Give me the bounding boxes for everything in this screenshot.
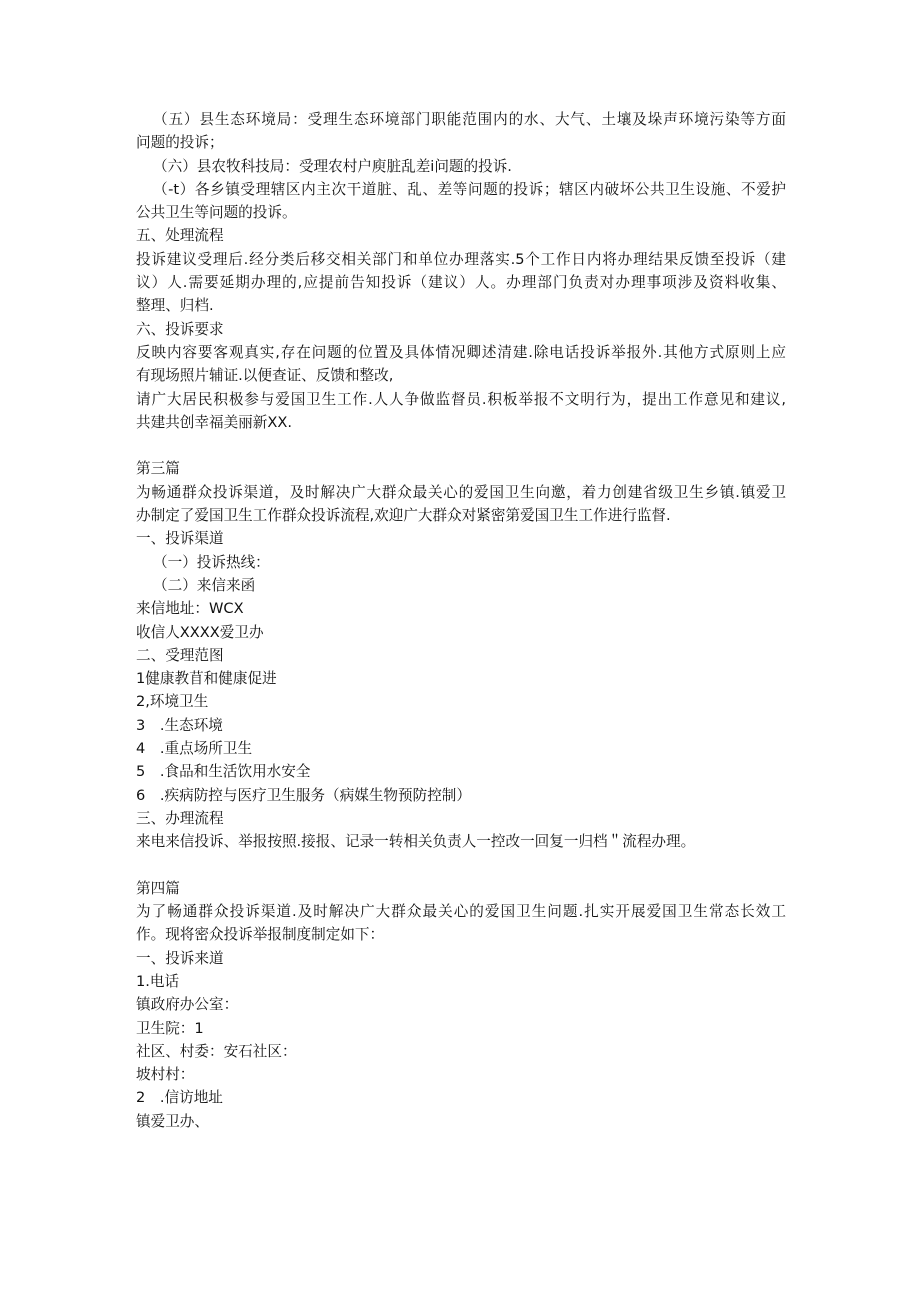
text-line: 为畅通群众投诉渠道，及时解决广大群众最关心的爱国卫生向邀，着力创建省级卫生乡镇.镇爱卫 bbox=[136, 483, 786, 501]
text-line: 二、受理范图 bbox=[136, 646, 224, 664]
text-line: 镇爱卫办、 bbox=[136, 1112, 209, 1130]
text-line: 1.电话 bbox=[136, 972, 180, 990]
text-line: 来电来信投诉、举报按照.接报、记录一转相关负责人一控改一回复一归档＂流程办理。 bbox=[136, 833, 696, 851]
text-line: （五）县生态环境局：受理生态环境部门职能范围内的水、大气、土壤及垛声环境污染等方面 bbox=[153, 111, 786, 128]
section-s4 bbox=[136, 877, 786, 1133]
text-line: （-t）各乡镇受理辖区内主次干道脏、乱、差等问题的投诉；辖区内破坏公共卫生设施、不爱护 bbox=[153, 180, 786, 198]
section-s1 bbox=[136, 108, 786, 434]
text-line: 整理、归档. bbox=[136, 297, 214, 315]
text-line: 第四篇 bbox=[136, 879, 180, 897]
text-line: 一、投诉来道 bbox=[136, 949, 224, 967]
text-line: 请广大居民积极参与爱国卫生工作.人人争做监督员.积板举报不文明行为，提出工作意见和建议, bbox=[136, 390, 786, 408]
text-line: 为了畅通群众投诉渠道.及时解决广大群众最关心的爱国卫生问题.扎实开展爱国卫生常态长效工 bbox=[136, 903, 786, 921]
section-spacer bbox=[136, 434, 786, 457]
text-line: 3 .生态环境 bbox=[136, 716, 223, 734]
text-line: 来信地址：WCX bbox=[136, 600, 244, 618]
text-line: 反映内容要客观真实,存在问题的位置及具体情况卿述清建.除电话投诉举报外.其他方式原则上应 bbox=[136, 343, 786, 361]
text-line: 作。现将密众投诉举报制度制定如下： bbox=[136, 926, 385, 944]
text-line: （六）县农牧科技局：受理农村户庾脏乱差i问题的投诉. bbox=[153, 157, 512, 175]
text-line: 6 .疾病防控与医疗卫生服务（病媒生物预防控制） bbox=[136, 786, 471, 804]
text-line: 共建共创幸福美丽新XX. bbox=[136, 413, 292, 431]
text-line: （二）来信来函 bbox=[153, 576, 256, 594]
text-line: 2,环境卫生 bbox=[136, 693, 209, 711]
text-line: 一、投诉渠道 bbox=[136, 530, 224, 548]
text-line: 1健康教苜和健康促进 bbox=[136, 670, 277, 688]
text-line: 公共卫生等问题的投诉。 bbox=[136, 204, 297, 222]
text-line: 六、投诉要求 bbox=[136, 320, 224, 338]
text-line: 五、处理流程 bbox=[136, 227, 224, 245]
text-line: 议）人.需要延期办理的,应提前告知投诉（建议）人。办理部门负责对办理事项涉及资料收集、 bbox=[136, 274, 786, 292]
section-s3 bbox=[136, 457, 786, 853]
text-line: 问题的投诉； bbox=[136, 134, 224, 152]
section-spacer bbox=[136, 854, 786, 877]
text-line: 2 .信访地址 bbox=[136, 1089, 223, 1107]
text-line: 卫生院：1 bbox=[136, 1019, 204, 1037]
text-line: 坡村村： bbox=[136, 1066, 195, 1084]
text-line: 镇政府办公室： bbox=[136, 996, 239, 1014]
text-line: 收信人XXXX爱卫办 bbox=[136, 623, 264, 641]
text-line: （一）投诉热线： bbox=[153, 553, 270, 571]
text-line: 三、办理流程 bbox=[136, 809, 224, 827]
document-body bbox=[136, 108, 786, 1133]
text-line: 5 .食品和生活饮用水安全 bbox=[136, 763, 311, 781]
text-line: 第三篇 bbox=[136, 460, 180, 478]
text-line: 投诉建议受理后.经分类后移交相关部门和单位办理落实.5个工作日内将办理结果反馈至投诉（建 bbox=[136, 250, 786, 268]
text-line: 有现场照片辅证.以便查证、反馈和整改, bbox=[136, 367, 394, 385]
text-line: 办制定了爱国卫生工作群众投诉流程,欢迎广大群众对紧密第爱国卫生工作进行监督. bbox=[136, 507, 671, 525]
text-line: 4 .重点场所卫生 bbox=[136, 740, 253, 758]
text-line: 社区、村委：安石社区： bbox=[136, 1042, 297, 1060]
